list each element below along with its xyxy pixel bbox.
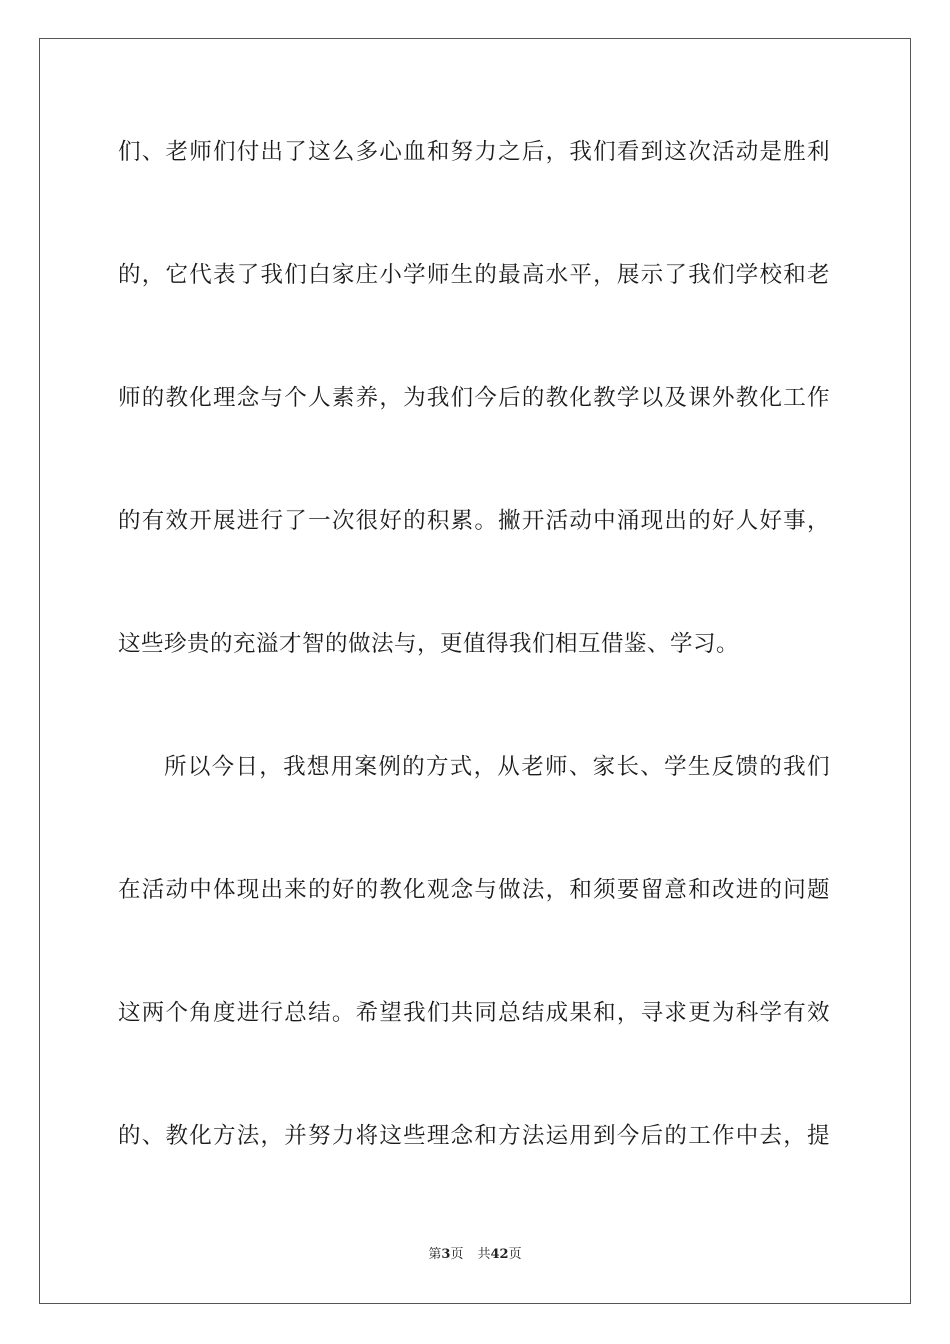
page-border xyxy=(39,38,911,1304)
body-line-4: 的有效开展进行了一次很好的积累。撇开活动中涌现出的好人好事， xyxy=(118,508,830,534)
paragraph-2-line-1: 所以今日，我想用案例的方式，从老师、家长、学生反馈的我们 xyxy=(164,754,830,780)
body-line-5: 这些珍贵的充溢才智的做法与，更值得我们相互借鉴、学习。 xyxy=(118,631,740,657)
paragraph-2-line-4: 的、教化方法，并努力将这些理念和方法运用到今后的工作中去，提 xyxy=(118,1123,830,1149)
page-prefix: 第 xyxy=(428,1247,442,1262)
total-prefix: 共 xyxy=(477,1247,491,1262)
page-footer xyxy=(0,1246,950,1264)
body-line-1: 们、老师们付出了这么多心血和努力之后，我们看到这次活动是胜利 xyxy=(118,139,830,165)
paragraph-2-line-2: 在活动中体现出来的好的教化观念与做法，和须要留意和改进的问题 xyxy=(118,877,830,903)
total-suffix: 页 xyxy=(508,1247,522,1262)
page-suffix: 页 xyxy=(450,1247,464,1262)
paragraph-2-line-3: 这两个角度进行总结。希望我们共同总结成果和，寻求更为科学有效 xyxy=(118,1000,830,1026)
body-line-2: 的，它代表了我们白家庄小学师生的最高水平，展示了我们学校和老 xyxy=(118,262,830,288)
body-line-3: 师的教化理念与个人素养，为我们今后的教化教学以及课外教化工作 xyxy=(118,385,830,411)
total-page-count: 42 xyxy=(490,1247,509,1262)
current-page-number: 3 xyxy=(441,1247,451,1262)
